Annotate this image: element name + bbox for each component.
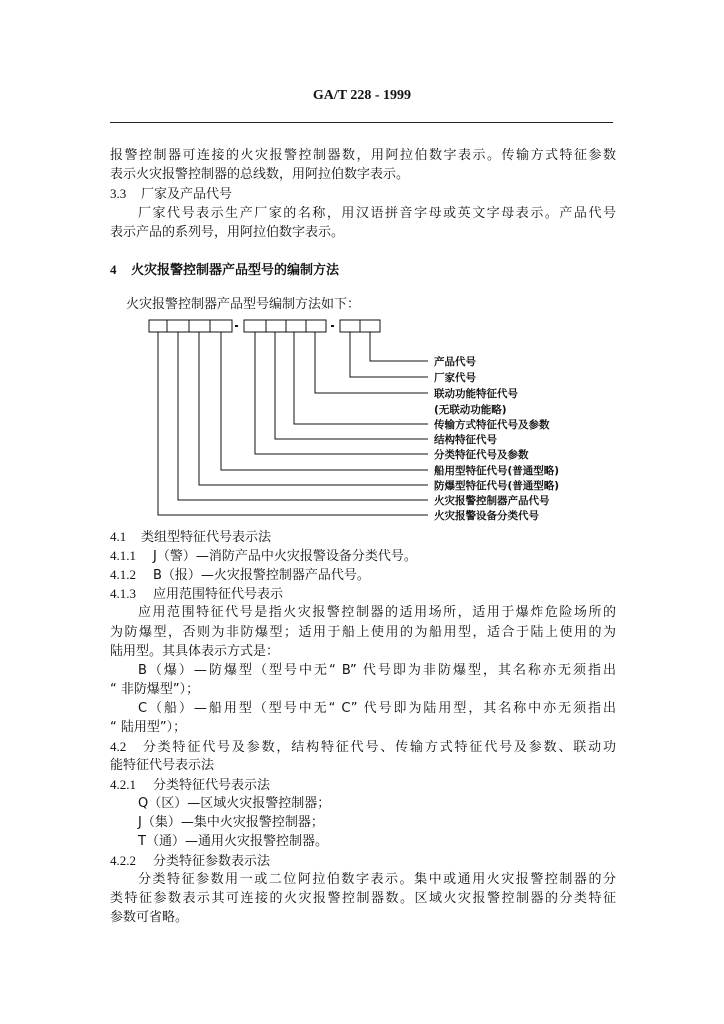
diagram-label: 船用型特征代号(普通型略) [434,465,560,477]
body-text: 表示产品的系列号，用阿拉伯数字表示。 [110,225,345,240]
diagram-label: (无联动功能略) [434,404,507,416]
body-text: 为防爆型，否则为非防爆型；适用于船上使用的为船用型，适合于陆上使用的为 [110,625,616,640]
diagram-label: 厂家代号 [434,372,476,384]
code-box [189,320,210,332]
code-box [149,320,167,332]
list-item: Q（区）—区域火灾报警控制器； [138,796,331,811]
clause-text: J（警）—消防产品中火灾报警设备分类代号。 [153,549,417,564]
clause-4-2-2 [110,852,616,871]
section-number: 4.2.2 [110,853,136,868]
code-box [306,320,326,332]
code-box [340,320,360,332]
list-item: J（集）—集中火灾报警控制器； [138,815,324,830]
code-box [167,320,189,332]
clause-4-1-3 [110,585,616,604]
section-number: 4.1.1 [110,548,136,563]
clause-text: 分类特征代号及参数，结构特征代号、传输方式特征代号及参数、联动功 [141,740,616,755]
diagram-label: 分类特征代号及参数 [434,449,529,461]
body-text: 陆用型。其具体表示方式是： [110,644,280,659]
body-text: 类特征参数表示其可连接的火灾报警控制器数。区域火灾报警控制器的分类特征 [110,891,616,906]
body-text: C（船）—船用型（型号中无“ C” 代号即为陆用型，其名称中亦无须指出 [138,701,616,716]
section-heading-4-1 [110,528,616,547]
code-box [286,320,306,332]
body-text: 参数可省略。 [110,910,189,925]
code-box [360,320,380,332]
clause-title: 分类特征参数表示法 [153,854,271,869]
clause-4-1-2 [110,566,616,585]
section-title: 厂家及产品代号 [141,187,233,202]
code-box [244,320,266,332]
diagram-label: 火灾报警设备分类代号 [434,510,539,522]
diagram-label: 防爆型特征代号(普通型略) [434,480,560,492]
body-text: “ 陆用型”）； [110,720,187,735]
diagram-intro: 火灾报警控制器产品型号编制方法如下： [126,297,361,312]
body-text: 能特征代号表示法 [110,758,215,773]
diagram-label: 联动功能特征代号 [434,388,518,400]
clause-4-2-1 [110,776,616,795]
section-number: 4.1.3 [110,586,136,601]
body-text: “ 非防爆型”）； [110,682,200,697]
section-number: 4.2.1 [110,777,136,792]
diagram-label: 火灾报警控制器产品代号 [434,495,550,507]
document-code-header: GA/T 228 - 1999 [312,88,412,103]
section-number: 4.2 [110,739,127,754]
clause-title: 分类特征代号表示法 [153,778,271,793]
body-text: 分类特征参数用一或二位阿拉伯数字表示。集中或通用火灾报警控制器的分 [138,872,616,887]
clause-title: 应用范围特征代号表示 [153,587,284,602]
dash-separator [331,325,334,327]
section-number: 4.1 [110,529,127,544]
body-text: 应用范围特征代号是指火灾报警控制器的适用场所，适用于爆炸危险场所的 [138,605,616,620]
diagram-label: 结构特征代号 [434,434,497,446]
section-title: 火灾报警控制器产品型号的编制方法 [131,263,340,278]
section-number: 4.1.2 [110,567,136,582]
code-box [266,320,286,332]
section-number: 3.3 [110,186,127,201]
clause-text: B（报）—火灾报警控制器产品代号。 [153,568,370,583]
clause-4-2 [110,738,616,757]
body-text: 表示火灾报警控制器的总线数，用阿拉伯数字表示。 [110,167,410,182]
list-item: T（通）—通用火灾报警控制器。 [138,834,328,849]
clause-4-1-1 [110,547,616,566]
section-title: 类组型特征代号表示法 [141,530,272,545]
body-text: B（爆）—防爆型（型号中无“ B” 代号即为非防爆型，其名称亦无须指出 [138,663,616,678]
code-box [210,320,232,332]
diagram-label: 产品代号 [434,356,476,368]
dash-separator [235,325,238,327]
section-number: 4 [110,262,117,277]
diagram-label: 传输方式特征代号及参数 [434,419,550,431]
body-text: 厂家代号表示生产厂家的名称，用汉语拼音字母或英文字母表示。产品代号 [138,206,616,221]
body-text: 报警控制器可连接的火灾报警控制器数，用阿拉伯数字表示。传输方式特征参数 [110,148,616,163]
